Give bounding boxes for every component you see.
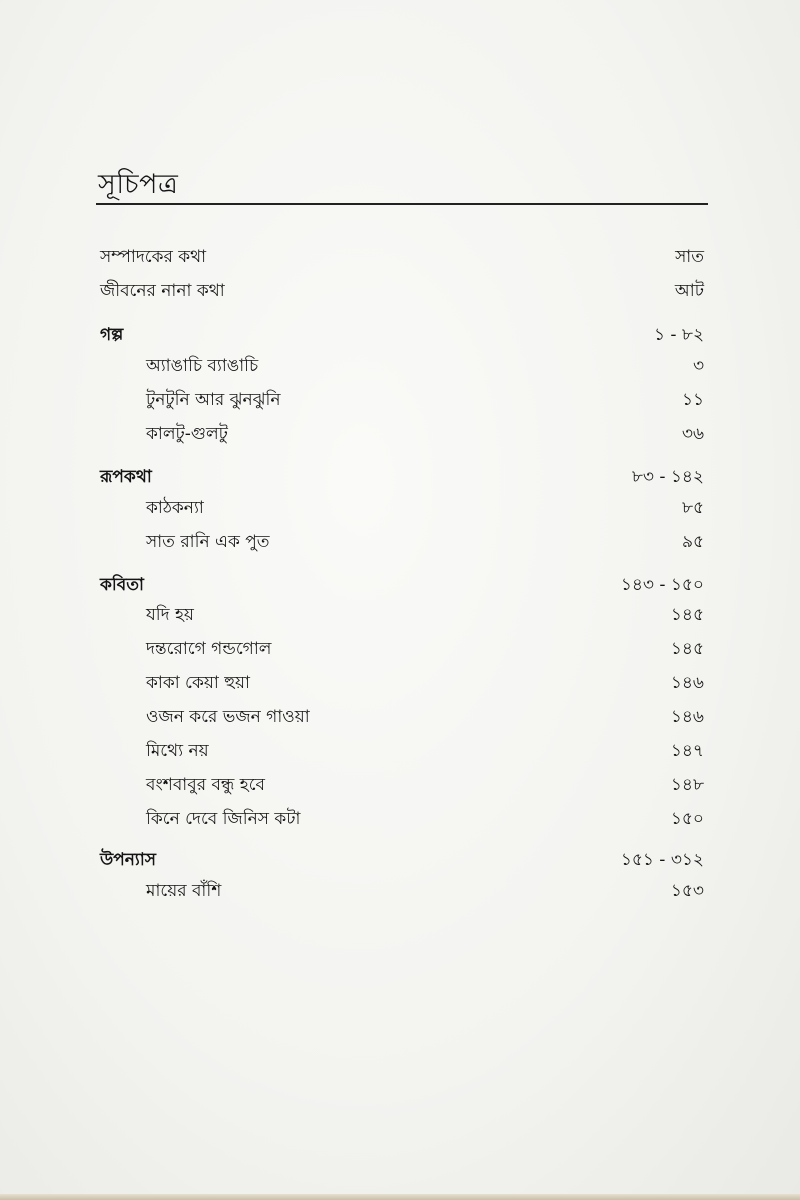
section-title: কবিতা bbox=[100, 575, 144, 595]
section-pages: ১৫১ - ৩১২ bbox=[620, 850, 704, 870]
item-title: বংশবাবুর বন্ধু হবে bbox=[146, 775, 265, 795]
section-heading bbox=[100, 320, 704, 350]
entry-title: জীবনের নানা কথা bbox=[100, 281, 225, 301]
item-page: ৮৫ bbox=[681, 498, 704, 518]
toc-item bbox=[100, 770, 704, 800]
section-title: গল্প bbox=[100, 325, 124, 345]
item-page: ১৫০ bbox=[670, 809, 704, 829]
section-pages: ১৪৩ - ১৫০ bbox=[620, 575, 704, 595]
toc-entry bbox=[100, 276, 704, 306]
toc-item bbox=[100, 385, 704, 415]
section-heading bbox=[100, 462, 704, 492]
section-title: রূপকথা bbox=[100, 467, 152, 487]
item-page: ১৪৫ bbox=[670, 639, 704, 659]
entry-title: সম্পাদকের কথা bbox=[100, 247, 207, 267]
item-page: ১৪৭ bbox=[670, 741, 704, 761]
item-title: কালটু-গুলটু bbox=[146, 424, 228, 444]
item-title: ওজন করে ভজন গাওয়া bbox=[146, 707, 310, 727]
item-title: অ্যাঙাচি ব্যাঙাচি bbox=[146, 356, 259, 376]
entry-page: সাত bbox=[675, 247, 704, 267]
item-page: ১৫৩ bbox=[670, 881, 704, 901]
toc-item bbox=[100, 527, 704, 557]
toc-item bbox=[100, 419, 704, 449]
section-heading bbox=[100, 845, 704, 875]
toc-item bbox=[100, 668, 704, 698]
item-page: ৩ bbox=[692, 356, 704, 376]
toc-item bbox=[100, 493, 704, 523]
toc-item bbox=[100, 804, 704, 834]
item-title: মায়ের বাঁশি bbox=[146, 881, 222, 901]
item-page: ১৪৮ bbox=[670, 775, 704, 795]
item-page: ১৪৬ bbox=[670, 707, 704, 727]
heading-rule bbox=[96, 203, 708, 205]
page-bottom-edge bbox=[0, 1194, 800, 1200]
section-heading bbox=[100, 570, 704, 600]
item-title: কাঠকন্যা bbox=[146, 498, 204, 518]
item-title: কাকা কেয়া হুয়া bbox=[146, 673, 250, 693]
section-pages: ৮৩ - ১৪২ bbox=[631, 467, 704, 487]
toc-item bbox=[100, 736, 704, 766]
item-title: সাত রানি এক পুত bbox=[146, 532, 270, 552]
toc-item bbox=[100, 351, 704, 381]
toc-entry bbox=[100, 242, 704, 272]
item-page: ১৪৫ bbox=[670, 605, 704, 625]
toc-item bbox=[100, 702, 704, 732]
item-title: দন্তরোগে গন্ডগোল bbox=[146, 639, 272, 659]
toc-item bbox=[100, 600, 704, 630]
toc-item bbox=[100, 634, 704, 664]
item-title: যদি হয় bbox=[146, 605, 194, 625]
item-page: ৩৬ bbox=[681, 424, 704, 444]
toc-heading: সূচিপত্র bbox=[98, 169, 179, 200]
entry-page: আট bbox=[674, 281, 704, 301]
item-title: টুনটুনি আর ঝুনঝুনি bbox=[146, 390, 281, 410]
section-pages: ১ - ৮২ bbox=[653, 325, 704, 345]
item-page: ১৪৬ bbox=[670, 673, 704, 693]
toc-item bbox=[100, 876, 704, 906]
item-page: ৯৫ bbox=[681, 532, 704, 552]
item-title: মিথ্যে নয় bbox=[146, 741, 209, 761]
item-title: কিনে দেবে জিনিস কটা bbox=[146, 809, 301, 829]
item-page: ১১ bbox=[681, 390, 704, 410]
section-title: উপন্যাস bbox=[100, 850, 157, 870]
